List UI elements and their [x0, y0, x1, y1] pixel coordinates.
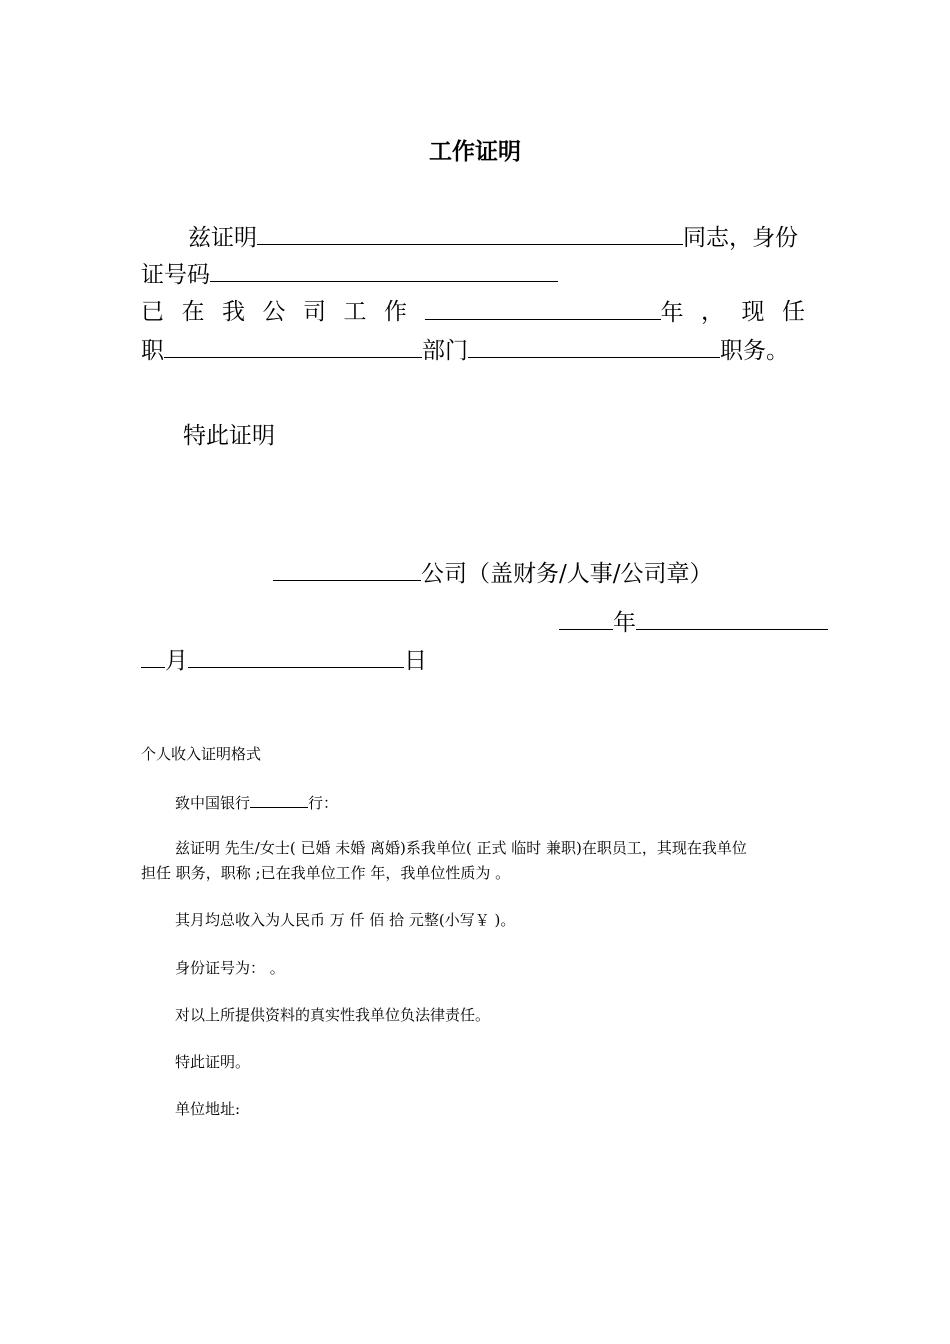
cert-line1-end: 同志，身份: [683, 225, 798, 251]
char-4: 公: [262, 299, 286, 325]
date-month-label: 月: [165, 648, 188, 674]
char-2: 在: [181, 299, 205, 325]
name-blank: [257, 222, 683, 245]
char-8: 现: [741, 299, 765, 325]
month-blank: [141, 645, 165, 668]
date-month-line: [141, 645, 427, 676]
date-year-label: 年: [613, 610, 636, 636]
years-blank: [425, 297, 661, 320]
income-para4: 对以上所提供资料的真实性我单位负法律责任。: [175, 1006, 491, 1024]
day-blank: [188, 645, 404, 668]
date-day-label: 日: [404, 648, 427, 674]
char-7: 作: [384, 299, 407, 325]
year-blank: [559, 607, 613, 630]
char-6: 工: [343, 299, 367, 325]
department-label: 部门: [422, 338, 468, 364]
department-blank: [164, 335, 422, 358]
cert-line2-start: 证号码: [141, 262, 210, 288]
char-1: 已: [141, 299, 164, 325]
year-trailing-blank: [636, 607, 828, 630]
cert-closing: 特此证明: [183, 423, 275, 449]
income-para3: 身份证号为： 。: [175, 959, 285, 977]
bank-branch-blank: [250, 792, 308, 808]
char-3: 我: [222, 299, 245, 325]
company-stamp-text: 公司（盖财务/人事/公司章）: [421, 561, 713, 587]
cert-line4-end: 职务。: [720, 338, 789, 364]
cert-line-1: [188, 222, 798, 253]
id-number-blank: [210, 259, 558, 282]
income-para1-line2: 担任 职务，职称 ;已在我单位工作 年，我单位性质为 。: [141, 864, 511, 882]
to-bank-line: [175, 792, 338, 813]
char-5: 司: [303, 299, 326, 325]
year-label: 年: [660, 300, 684, 326]
date-year-line: [559, 607, 828, 638]
certificate-title: 工作证明: [429, 138, 521, 165]
income-para6: 单位地址:: [175, 1100, 241, 1118]
cert-line4-start: 职: [141, 338, 164, 364]
income-para5: 特此证明。: [175, 1053, 251, 1071]
cert-line-2: [141, 259, 558, 290]
cert-line-4: [141, 335, 789, 366]
to-bank-end: 行：: [308, 794, 339, 812]
cert-line1-start: 兹证明: [188, 225, 257, 251]
income-para1-line1: 兹证明 先生/女士( 已婚 未婚 离婚)系我单位( 正式 临时 兼职)在职员工，其现在我单位: [175, 839, 747, 857]
company-name-blank: [273, 558, 421, 581]
cert-line-3: [141, 297, 805, 328]
income-para2: 其月均总收入为人民币 万 仟 佰 拾 元整(小写￥ )。: [175, 911, 516, 929]
years-group: [425, 297, 684, 328]
comma: ，: [701, 299, 724, 325]
position-blank: [468, 335, 720, 358]
company-stamp-line: [273, 558, 713, 589]
income-heading: 个人收入证明格式: [141, 745, 262, 763]
to-bank-start: 致中国银行: [175, 794, 251, 812]
char-9: 任: [782, 299, 805, 325]
